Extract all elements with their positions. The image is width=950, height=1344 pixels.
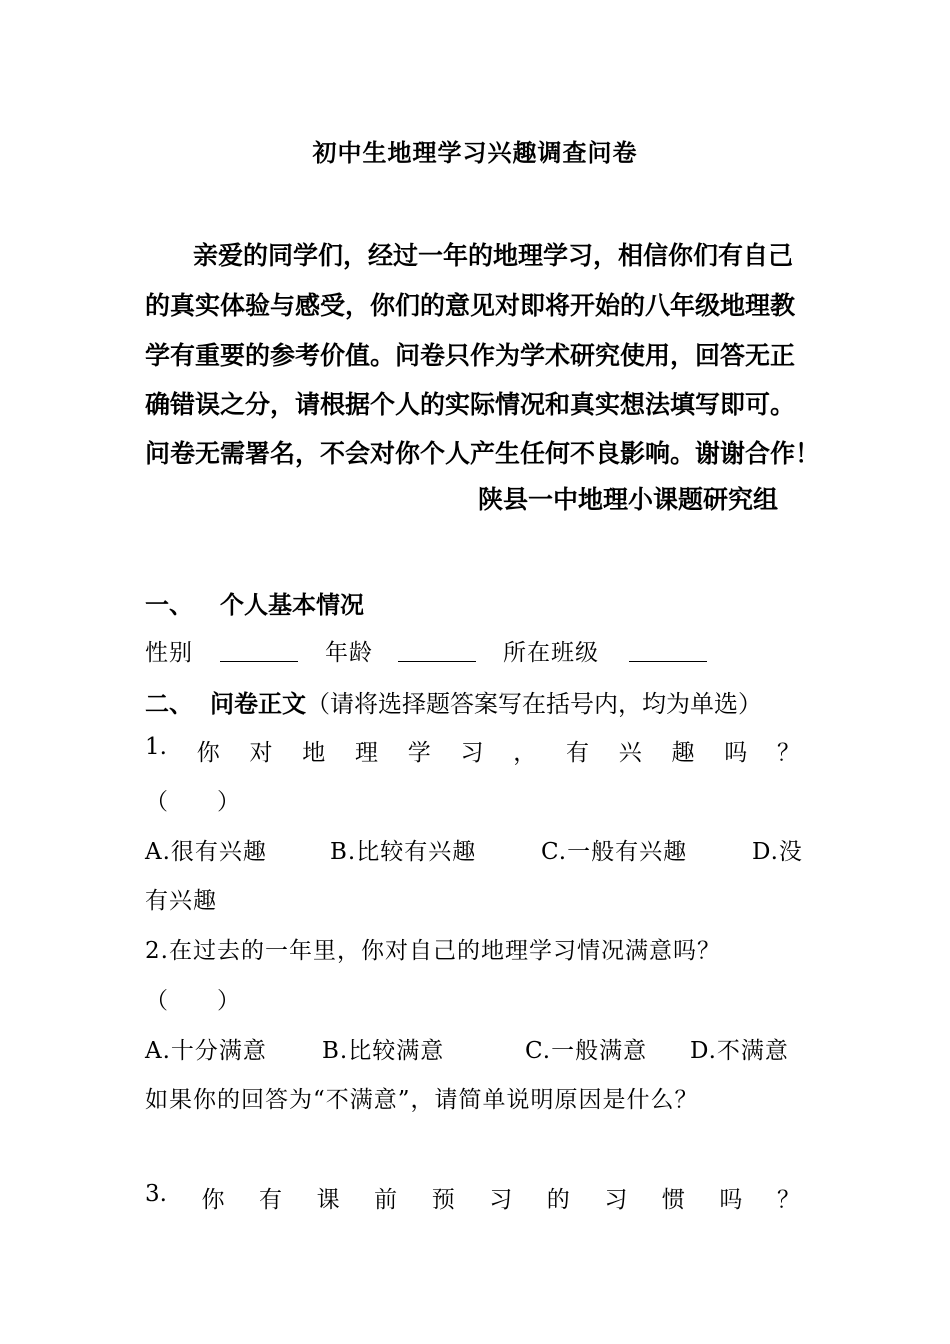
age-blank[interactable] [398,641,476,662]
q1-char: ？ [776,740,800,766]
answer-parentheses[interactable]: （ ） [145,789,241,815]
q1-char: 趣 [671,740,695,766]
q3-char: 预 [431,1187,455,1213]
intro-line: 确错误之分，请根据个人的实际情况和真实想法填写即可。 [145,390,796,419]
option-b: B.比较满意 [322,1038,445,1064]
q3-char: 习 [489,1187,513,1213]
option-c: C.一般满意 [525,1038,648,1064]
section-title [210,684,762,719]
q1-char: 对 [249,740,273,766]
q3-char: 3. [145,1181,167,1207]
q1-char: 学 [407,740,431,766]
option-d: D.不满意 [690,1038,789,1064]
q3-char: 吗 [719,1187,743,1213]
class-blank[interactable] [629,641,707,662]
question-3 [145,1181,800,1214]
q3-char: 有 [259,1187,283,1213]
option-d-wrap: 有兴趣 [145,888,217,914]
q1-char: 有 [565,740,589,766]
q3-char: 课 [316,1187,340,1213]
field-label-age: 年龄 [325,640,373,666]
intro-line: 问卷无需署名，不会对你个人产生任何不良影响。谢谢合作！ [145,439,821,468]
option-d: D.没 [752,839,803,865]
q1-char: 地 [302,740,326,766]
field-label-class: 所在班级 [503,640,599,666]
q1-char: 理 [354,740,378,766]
signature: 陕县一中地理小课题研究组 [478,485,779,514]
q2-followup: 如果你的回答为“不满意”，请简单说明原因是什么？ [145,1087,699,1113]
intro-line: 亲爱的同学们，经过一年的地理学习，相信你们有自己 [193,241,794,270]
intro-line: 学有重要的参考价值。问卷只作为学术研究使用，回答无正 [145,341,796,370]
q3-char: 你 [201,1187,225,1213]
field-label-gender: 性别 [145,640,193,666]
section-title: 个人基本情况 [220,590,364,619]
q1-char: ， [513,740,537,766]
q1-char: 兴 [618,740,642,766]
q3-char: 的 [546,1187,570,1213]
option-a: A.很有兴趣 [145,839,267,865]
q1-char: 1. [145,734,167,760]
section-number: 二、 [145,689,193,718]
option-c: C.一般有兴趣 [541,839,688,865]
section-number: 一、 [145,590,193,619]
question-2: 2.在过去的一年里，你对自己的地理学习情况满意吗？ [145,938,721,964]
section-title-text: 问卷正文 [210,689,306,718]
answer-parentheses[interactable]: （ ） [145,988,241,1014]
question-1 [145,734,800,767]
q3-char: 习 [604,1187,628,1213]
page-title: 初中生地理学习兴趣调查问卷 [312,138,638,167]
q1-char: 吗 [724,740,748,766]
option-b: B.比较有兴趣 [330,839,477,865]
q1-char: 你 [196,740,220,766]
q3-char: ？ [776,1187,800,1213]
intro-line: 的真实体验与感受，你们的意见对即将开始的八年级地理教 [145,291,796,320]
q3-char: 惯 [661,1187,685,1213]
section-note: （请将选择题答案写在括号内，均为单选） [306,690,762,718]
q3-char: 前 [374,1187,398,1213]
gender-blank[interactable] [220,641,298,662]
option-a: A.十分满意 [145,1038,267,1064]
q1-char: 习 [460,740,484,766]
